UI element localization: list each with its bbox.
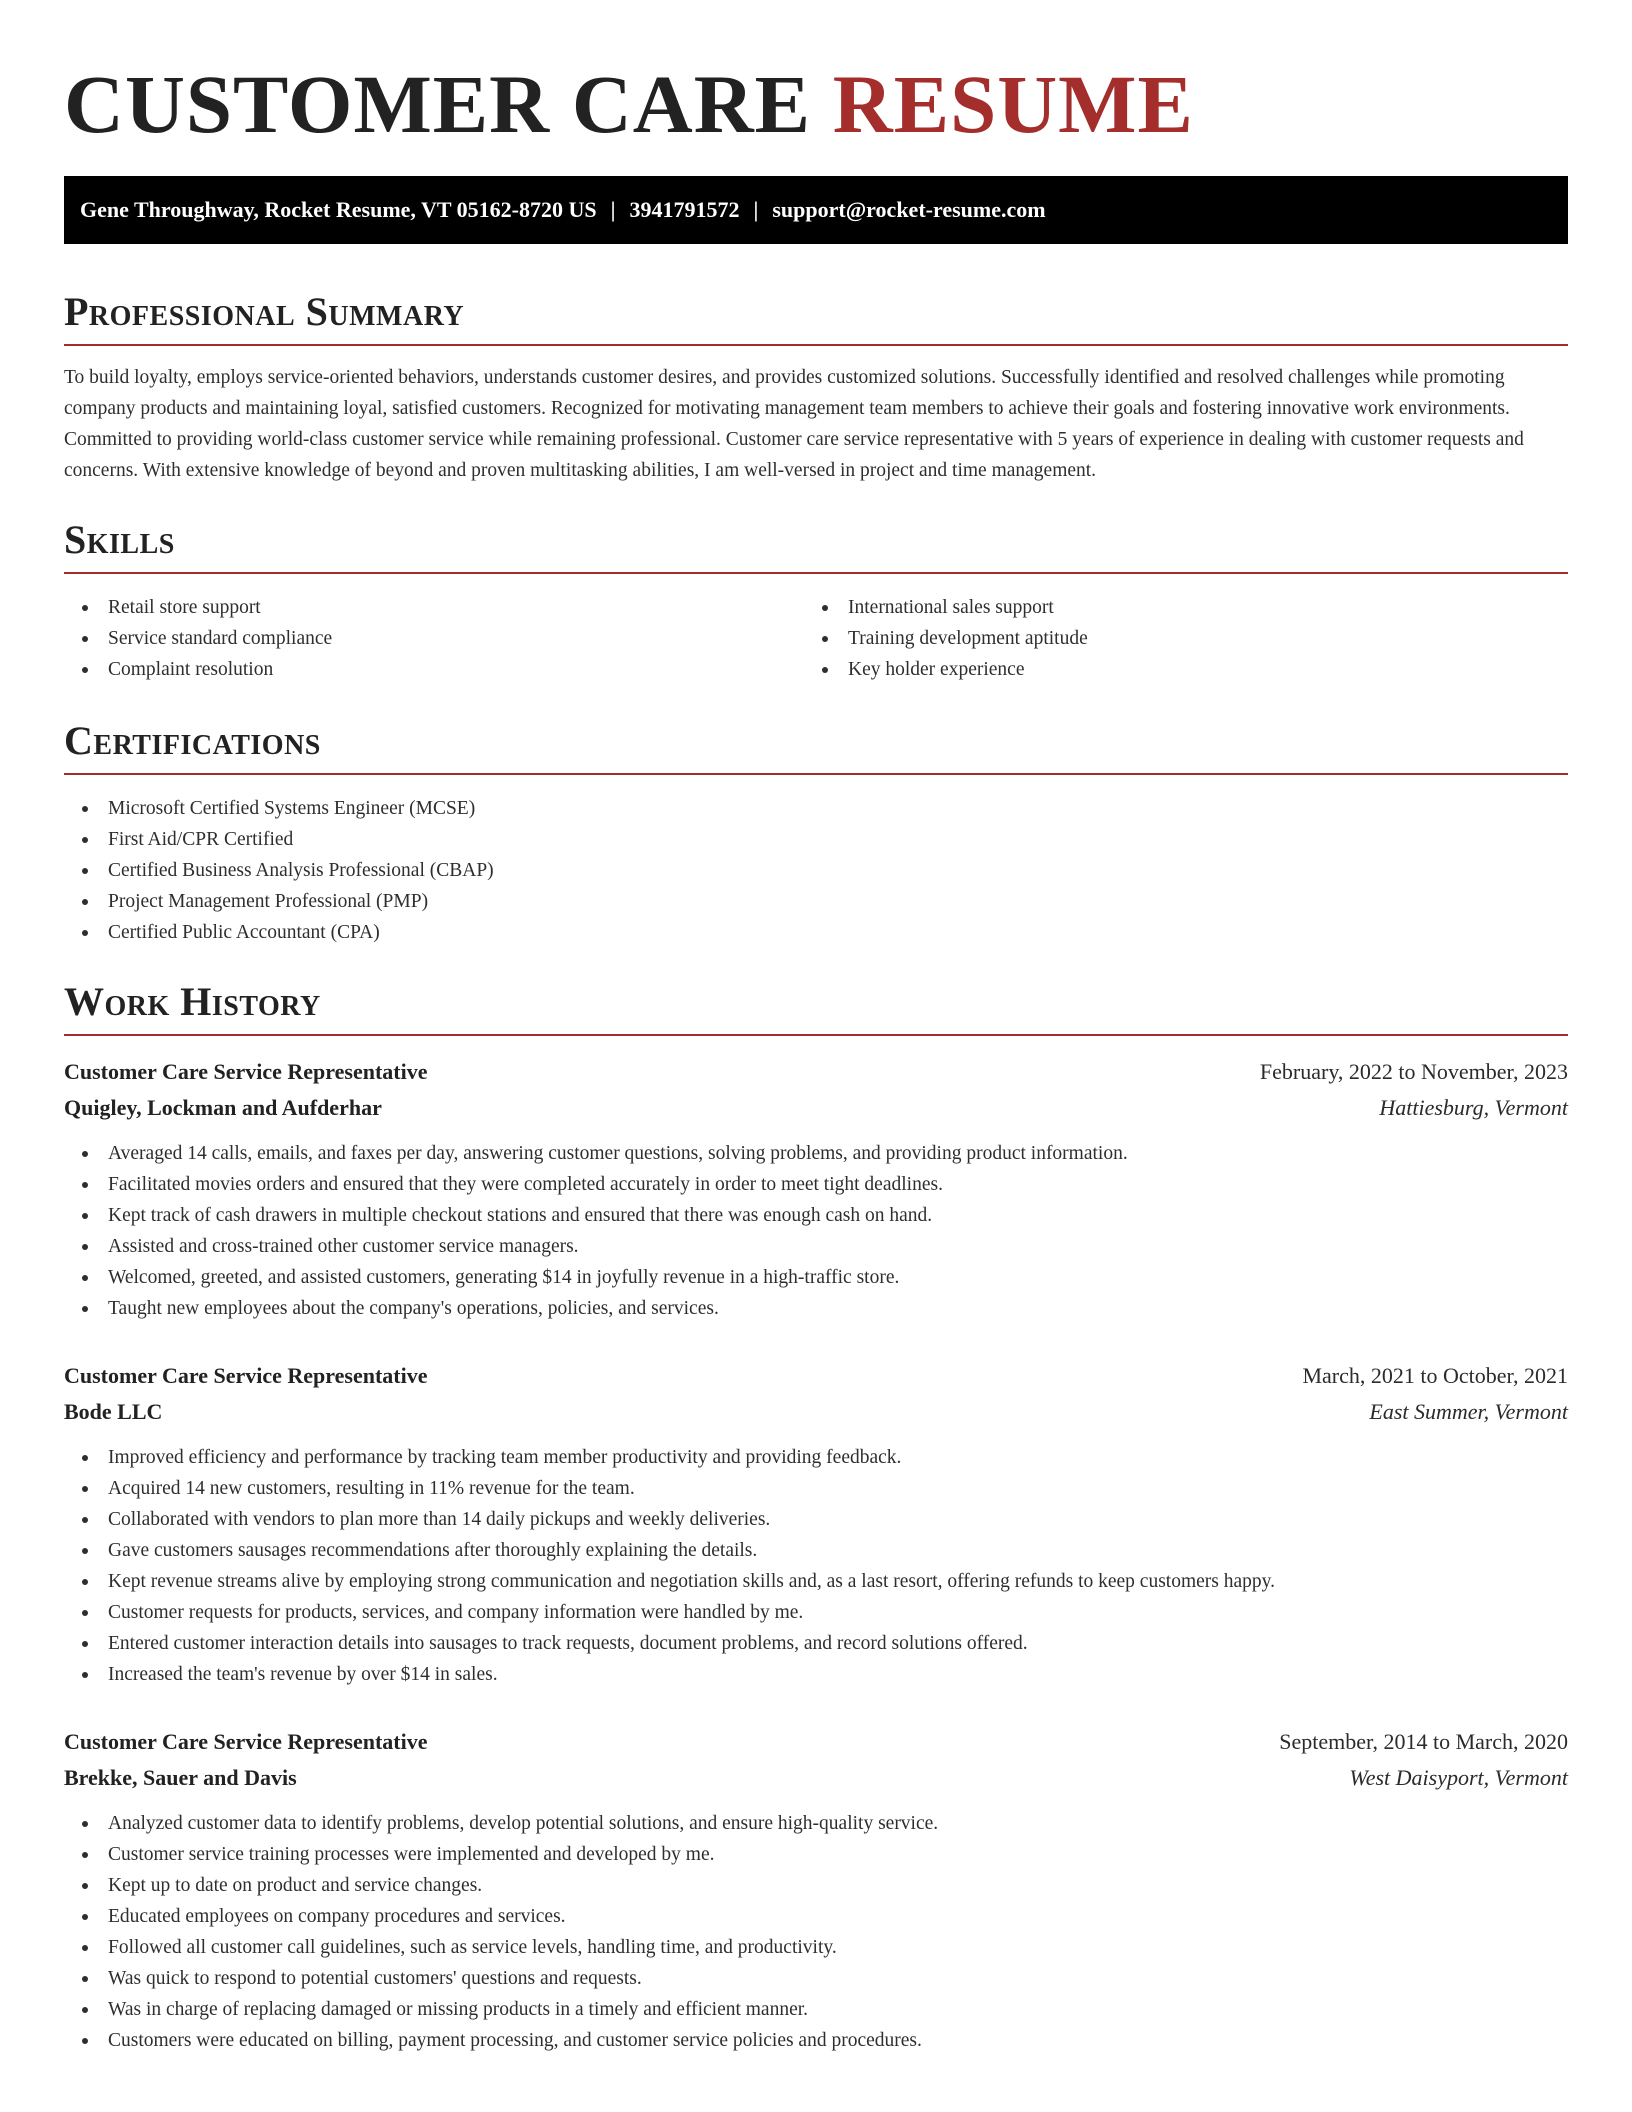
job-subheader: [64, 1760, 1568, 1796]
job-header: [64, 1358, 1568, 1394]
job-dates: March, 2021 to October, 2021: [1302, 1363, 1568, 1388]
list-item: Was in charge of replacing damaged or missing products in a timely and efficient manner.: [64, 1994, 1568, 2025]
job-location: East Summer, Vermont: [1369, 1399, 1568, 1424]
list-item: Kept track of cash drawers in multiple checkout stations and ensured that there was enough cash on hand.: [64, 1200, 1568, 1231]
job-company: Bode LLC: [64, 1399, 163, 1424]
list-item: Acquired 14 new customers, resulting in 11% revenue for the team.: [64, 1473, 1568, 1504]
job-header: [64, 1724, 1568, 1760]
list-item: Customer service training processes were implemented and developed by me.: [64, 1839, 1568, 1870]
list-item: Educated employees on company procedures and services.: [64, 1901, 1568, 1932]
list-item: Collaborated with vendors to plan more than 14 daily pickups and weekly deliveries.: [64, 1504, 1568, 1535]
list-item: Taught new employees about the company's operations, policies, and services.: [64, 1293, 1568, 1324]
list-item: Increased the team's revenue by over $14 in sales.: [64, 1659, 1568, 1690]
job-subheader: [64, 1394, 1568, 1430]
contact-phone: 3941791572: [629, 197, 740, 222]
summary-heading: Professional Summary: [64, 288, 1568, 346]
job-location: West Daisyport, Vermont: [1349, 1765, 1568, 1790]
certifications-list: [64, 793, 1568, 948]
skills-right-list: [804, 592, 1544, 685]
list-item: Customers were educated on billing, payment processing, and customer service policies and procedures.: [64, 2025, 1568, 2056]
job-title: Customer Care Service Representative: [64, 1729, 428, 1754]
contact-email: support@rocket-resume.com: [772, 197, 1046, 222]
list-item: Customer requests for products, services, and company information were handled by me.: [64, 1597, 1568, 1628]
job-company: Brekke, Sauer and Davis: [64, 1765, 297, 1790]
list-item: Microsoft Certified Systems Engineer (MCSE): [64, 793, 1568, 824]
job-header: [64, 1054, 1568, 1090]
contact-separator: |: [753, 197, 759, 222]
job-duties-list: [64, 1138, 1568, 1324]
job-entry: [64, 1724, 1568, 2056]
contact-separator: |: [610, 197, 616, 222]
skills-heading: Skills: [64, 516, 1568, 574]
list-item: Was quick to respond to potential customers' questions and requests.: [64, 1963, 1568, 1994]
list-item: First Aid/CPR Certified: [64, 824, 1568, 855]
job-duties-list: [64, 1442, 1568, 1690]
list-item: Followed all customer call guidelines, such as service levels, handling time, and productivity.: [64, 1932, 1568, 1963]
list-item: Key holder experience: [804, 654, 1544, 685]
job-entry: [64, 1358, 1568, 1690]
job-subheader: [64, 1090, 1568, 1126]
list-item: Certified Public Accountant (CPA): [64, 917, 1568, 948]
list-item: Kept revenue streams alive by employing strong communication and negotiation skills and, as a last resort, offering refunds to keep customers happy.: [64, 1566, 1568, 1597]
list-item: Entered customer interaction details into sausages to track requests, document problems, and record solutions offered.: [64, 1628, 1568, 1659]
list-item: Training development aptitude: [804, 623, 1544, 654]
title-accent: RESUME: [832, 58, 1194, 150]
job-dates: February, 2022 to November, 2023: [1259, 1059, 1568, 1084]
list-item: Improved efficiency and performance by tracking team member productivity and providing feedback.: [64, 1442, 1568, 1473]
list-item: Retail store support: [64, 592, 804, 623]
summary-text: To build loyalty, employs service-oriented behaviors, understands customer desires, and provides customized solutions. Successfully identified and resolved challenges while promoting company products and maintaining loyal, satisfied customers. Recognized for motivating management team members to achieve their goals and fostering innovative work environments. Committed to providing world-class customer service while remaining professional. Customer care service representative with 5 years of experience in dealing with customer requests and concerns. With extensive knowledge of beyond and proven multitasking abilities, I am well-versed in project and time management.: [64, 367, 1524, 481]
list-item: Assisted and cross-trained other customer service managers.: [64, 1231, 1568, 1262]
list-item: Analyzed customer data to identify problems, develop potential solutions, and ensure high-quality service.: [64, 1808, 1568, 1839]
list-item: Service standard compliance: [64, 623, 804, 654]
job-company: Quigley, Lockman and Aufderhar: [64, 1095, 382, 1120]
list-item: Kept up to date on product and service changes.: [64, 1870, 1568, 1901]
list-item: Complaint resolution: [64, 654, 804, 685]
job-entry: [64, 1054, 1568, 1324]
list-item: Averaged 14 calls, emails, and faxes per day, answering customer questions, solving problems, and providing product information.: [64, 1138, 1568, 1169]
list-item: International sales support: [804, 592, 1544, 623]
job-title: Customer Care Service Representative: [64, 1059, 428, 1084]
list-item: Gave customers sausages recommendations after thoroughly explaining the details.: [64, 1535, 1568, 1566]
job-dates: September, 2014 to March, 2020: [1279, 1729, 1568, 1754]
list-item: Welcomed, greeted, and assisted customers, generating $14 in joyfully revenue in a high-traffic store.: [64, 1262, 1568, 1293]
job-location: Hattiesburg, Vermont: [1379, 1095, 1568, 1120]
skills-grid: [64, 574, 1568, 685]
resume-title: [64, 56, 1568, 152]
job-title: Customer Care Service Representative: [64, 1363, 428, 1388]
certifications-heading: Certifications: [64, 717, 1568, 775]
skills-left-list: [64, 592, 804, 685]
list-item: Project Management Professional (PMP): [64, 886, 1568, 917]
list-item: Facilitated movies orders and ensured that they were completed accurately in order to meet tight deadlines.: [64, 1169, 1568, 1200]
work-history-heading: Work History: [64, 978, 1568, 1036]
list-item: Certified Business Analysis Professional (CBAP): [64, 855, 1568, 886]
contact-address: Gene Throughway, Rocket Resume, VT 05162-8720 US: [80, 197, 597, 222]
contact-bar: [64, 176, 1568, 244]
title-main: CUSTOMER CARE: [64, 58, 812, 150]
job-duties-list: [64, 1808, 1568, 2056]
